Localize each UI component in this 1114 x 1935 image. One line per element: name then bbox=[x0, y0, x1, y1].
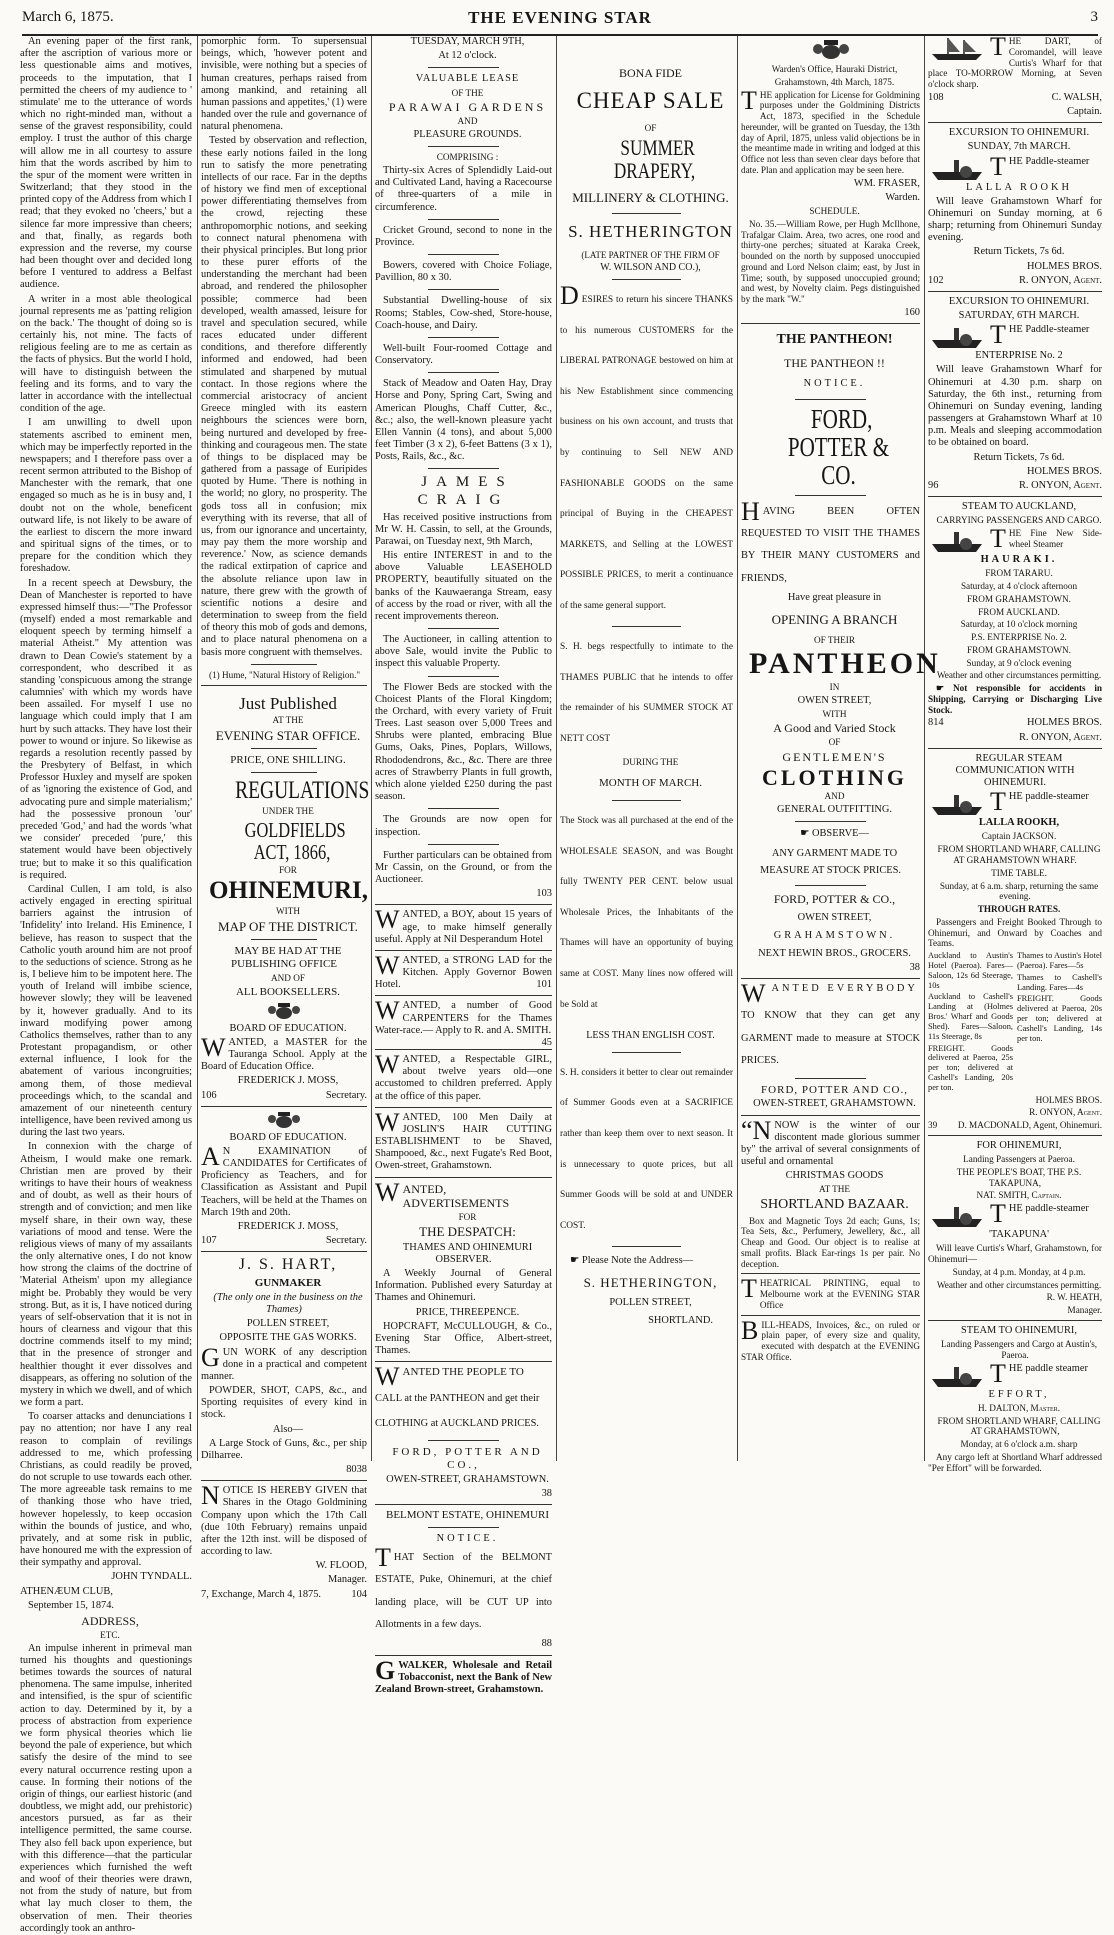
role: Secretary. bbox=[325, 1235, 367, 1247]
article-paragraph: A writer in a most able theological journal represents me as 'patting religion on the back.' The thought of doing so is certainly his, not mine. The facts of religious feeling are to me as certain as the facts of physics. But the world I hold, will have to distinguish between the feeling and its forms, and to vary the latter in accordance with the intellectual condition of the age. bbox=[20, 293, 192, 415]
role: Warden. bbox=[885, 191, 920, 203]
notice-date: 7, Exchange, March 4, 1875. bbox=[201, 1588, 322, 1600]
column-5-pantheon: Warden's Office, Hauraki District, Grahamstown, 4th March, 1875. THE application for License for Goldmining purposes under the Goldmining Districts Act, 1873, specified in the Schedule hereunder, will be granted on Tuesday, the 13th day of April, 1875, unless valid objections be in the meantime made in writing and lodged at this Office not less than seven clear days before that date. Plan and application may be seen here. WM. FRASER, Warden. SCHEDULE. No. 35.—William Rowe, per Hugh McIlhone, Trafalgar Claim. Area, two acres, one rood and thirty-one perches; situated at Karaka Creek, bounded on the north by supposed unoccupied ground and Lord Nelson claim; east, by Just in Time; south, by supposed unoccupied ground; and west, by Novelty claim. Pegs distinguished by the mark "W." 160 THE PANTHEON! THE PANTHEON !! NOTICE. FORD, POTTER & CO. HAVING BEEN OFTEN REQUESTED TO VISIT THE THAMES BY THEIR MANY CUSTOMERS and FRIENDS, Have great pleasure in OPENING A BRANCH OF THEIR PANTHEON IN OWEN STREET, WITH A Good and Varied Stock OF GENTLEMEN'S CLOTHING AND GENERAL OUTFITTING. ☛ OBSERVE— ANY GARMENT MADE TO MEASURE AT STOCK PRICES. FORD, POTTER & CO., OWEN STREET, GRAHAMSTOWN. NEXT HEWIN BROS., GROCERS. 38 WANTED EVERYBODY TO KNOW that they can get any GARMENT made to measure at STOCK PRICES. FORD, POTTER AND CO., OWEN-STREET, GRAHAMSTOWN. “NNOW is the winter of our discontent made glorious summer by" the arrival of several consignments of useful and ornamental CHRISTMAS GOODS AT THE SHORTLAND BAZAAR. Box and Magnetic Toys 2d each; Guns, 1s; Tea Sets, &c., Perfumery, Jewellery, &c., all Cheap and Good. Our object is to realise at small profits. Black Ear-rings 1s per pair. No deception. THEATRICAL PRINTING, equal to Melbourne work at the EVENING STAR Office BILL-HEADS, Invoices, &c., on ruled or plain paper, of every size and quality, executed with despatch at the EVENING STAR Office. bbox=[741, 36, 920, 1461]
ad-number: 8038 bbox=[346, 1464, 367, 1476]
article-paragraph: An impulse inherent in primeval man turned his thoughts and questionings betimes towards the sources of natural phenomena. The same impulse, inherited and intensified, is the spur of scientific action to day. Determined by it, by a process of abstraction from experience we form physical theories which lie beyond the pale of experience, but which satisfy the desire of the mind to see every natural occurrence resting upon a cause. In forming their notions of the origin of things, our earliest historic (and doubtless, we might add, our prehistoric) ancestors pursued, as far as their intelligence permitted, the same course. They also fell back upon experience, but with this difference—that the particular experiences which furnished the weft and woof of their theories were drawn, not from the study of nature, but from what lay much closer to them, the observation of men. Their theories accordingly took an anthro- bbox=[20, 1642, 192, 1934]
section-subheading: ETC. bbox=[100, 1630, 120, 1641]
rate-cell: Auckland to Cashell's Landing at (Holmes Bros.' Wharf and Goods Shed). Fares—Saloon, 11s Steerage, 8s bbox=[928, 992, 1013, 1041]
rate-cell: FREIGHT. Goods delivered at Paeroa, 25s per ton; delivered at Cashell's Landing, 20s per ton. bbox=[928, 1043, 1013, 1092]
label: OF THEIR bbox=[814, 635, 855, 646]
column-rule bbox=[371, 36, 372, 1461]
column-rule bbox=[197, 36, 198, 1461]
firm-street: OWEN-STREET, GRAHAMSTOWN. bbox=[753, 1098, 916, 1110]
agent: R. ONYON, Agent. bbox=[1029, 1107, 1102, 1118]
label: FOR bbox=[458, 1211, 477, 1222]
route: FROM AUCKLAND. bbox=[978, 606, 1060, 617]
opening-branch: OPENING A BRANCH bbox=[771, 612, 898, 628]
pantheon-big: PANTHEON bbox=[749, 647, 941, 681]
agent: R. ONYON, Agent. bbox=[1018, 731, 1102, 743]
article-paragraph: Cardinal Cullen, I am told, is also actively engaged in erecting spiritual barriers against the intrusion of 'Infidelity' into Ireland. His Eminence, I believe, has reason to suspect that the Catholic youth around him are not proof to the seductions of science. Strong as he is, I believe him to be impotent here. The youth of Ireland will imbibe science, however slowly; they will be leavened by it, however gradually. And to its inward modifying power among Catholics themselves, rather than to any Protestant propagandism, or other external influence, I look for the abatement of various incongruities; among them, of those medieval proceedings which, to the scandal and amazement of our nineteenth century intelligence, have been revived among us during the last two years. bbox=[20, 883, 192, 1139]
section-heading: ADDRESS, bbox=[81, 1614, 139, 1628]
masthead bbox=[22, 4, 1098, 36]
route: FROM GRAHAMSTOWN. bbox=[967, 593, 1071, 604]
board-notice: ANTED, a MASTER for the Tauranga School. Apply at the Board of Education Office. bbox=[201, 1036, 367, 1073]
theatrical-printing: HEATRICAL PRINTING, equal to Melbourne work at the EVENING STAR Office bbox=[759, 1278, 920, 1310]
rate-cell: Thames to Cashell's Landing. Fares—4s bbox=[1017, 972, 1102, 992]
auction-text: The Flower Beds are stocked with the Choicest Plants of the Floral Kingdom; the Orchard, with every variety of Fruit Trees. Last season over 5,000 Trees and Shrubs were planted, embracing Blue Gums, Oaks, Pines, Poplars, Willows, Rhododendrons, &c., &c. There are three acres of Strawberry Plants in full growth, which alone yielded £250 during the past season. bbox=[375, 681, 552, 803]
people-heading: ANTED THE PEOPLE TO bbox=[402, 1366, 524, 1379]
dart-text: HE DART, of Coromandel, will leave Curtis's Wharf for that place TO-MORROW Morning, at Seven o'clock sharp. bbox=[928, 36, 1102, 90]
steamer-name: LALLA ROOKH bbox=[965, 181, 1073, 193]
rates-table bbox=[928, 951, 1102, 1095]
column-rule bbox=[556, 36, 557, 1461]
bazaar-text: NOW is the winter of our discontent made glorious summer by" the arrival of several consignments of useful and ornamental bbox=[741, 1119, 920, 1168]
hart-location: OPPOSITE THE GAS WORKS. bbox=[219, 1332, 357, 1344]
hetherington-sub: (LATE PARTNER OF THE FIRM OF bbox=[581, 249, 720, 260]
paddle-steamer-icon bbox=[928, 528, 986, 554]
ad-number: 38 bbox=[909, 962, 920, 974]
article-paragraph: An evening paper of the first rank, after the ascription of various more or less questionable aims and motives, proceeds to the imputation, that I permitted the cheers of my audience to ' stimulate' me to the utterance of words which no right-minded man, without a sense of the gravest responsibility, could employ. I trust the author of this charge will allow me in all courtesy to assure him that the words ascribed by him to the spur of the moment were written in Switzerland; that they stood in the printed copy of the Address from which I read; that they evoked no 'cheers,' but a silence far more impressive than cheers; and that, finally, as regards both expression and the reverse, my course had been thought over and decided long before I ventured to address a Belfast audience. bbox=[20, 36, 192, 291]
regulations-heading: REGULATIONS bbox=[235, 777, 370, 805]
role: Secretary. bbox=[325, 1089, 367, 1101]
shortland-bazaar: SHORTLAND BAZAAR. bbox=[760, 1197, 909, 1213]
label: WITH bbox=[276, 906, 300, 917]
ad-number: 88 bbox=[541, 1638, 552, 1650]
paddle-steamer-icon bbox=[928, 1203, 986, 1229]
wanted-ad: ANTED, 100 Men Daily at JOSLIN'S HAIR CUTTING ESTABLISHMENT to be Shaved, Shampooed, &c., next Fugate's Red Boot, Owen-street, Grahamstown. bbox=[375, 1111, 552, 1172]
steamer-name: 'TAKAPUNA' bbox=[988, 1229, 1050, 1241]
steamer-text: Will leave Grahamstown Wharf for Ohinemuri at 4.30 p.m. sharp on Saturday, the 6th inst., returning from Ohinemuri on Sunday evening, landing passengers at Grahamstown Wharf at 10 p.m. Meals and sleeping accommodation to be obtained on board. bbox=[928, 364, 1102, 449]
role: Manager. bbox=[1067, 1305, 1102, 1316]
article-paragraph: I am unwilling to dwell upon statements ascribed to eminent men, which may be imperfectly reported in the newspapers; and I therefore pass over a recent sermon attributed to the Bishop of Manchester with the remark, that one engaged so much as he is in busy and, I doubt not on the whole, beneficent outward life, is not likely to be aware of the earliest to discern the more inward and spiritual signs of the times, or to prepare for the condition which they foreshadow. bbox=[20, 417, 192, 575]
lease-item: Cricket Ground, second to none in the Province. bbox=[375, 224, 552, 248]
paddle-steamer-icon bbox=[928, 156, 986, 182]
people-text: CALL at the PANTHEON and get their bbox=[375, 1393, 540, 1405]
shares-notice: OTICE IS HEREBY GIVEN that Shares in the Otago Goldmining Company upon which the 17th Call (due 10th February) remains unpaid after the 12th inst. will be disposed of according to law. bbox=[201, 1485, 367, 1558]
schedule-line: Monday, at 6 o'clock a.m. sharp bbox=[960, 1439, 1078, 1450]
warden-date: Grahamstown, 4th March, 1875. bbox=[774, 76, 895, 87]
wanted-ad: ANTED, a BOY, about 15 years of age, to make himself generally useful. Apply at Nil Desperandum Hotel bbox=[375, 909, 552, 945]
ford-potter-co-heading: FORD, POTTER & CO. bbox=[787, 403, 890, 491]
lease-item: Thirty-six Acres of Splendidly Laid-out and Cultivated Land, having a Racecourse of three-quarters of a mile in circumference. bbox=[375, 165, 552, 213]
advertisements-heading: ANTED, ADVERTISEMENTS bbox=[402, 1181, 510, 1210]
steamer-label: HE Fine New Side-wheel Steamer bbox=[1008, 528, 1102, 549]
address-name: S. HETHERINGTON, bbox=[583, 1275, 718, 1291]
peoples-boat: THE PEOPLE'S BOAT, THE P.S. TAKAPUNA, bbox=[956, 1166, 1082, 1188]
steam-subheading: CARRYING PASSENGERS AND CARGO. bbox=[936, 515, 1102, 526]
auction-text: Further particulars can be obtained from Mr Cassin, on the Ground, or from the Auctioneer. bbox=[375, 849, 552, 886]
column-4-hetherington: BONA FIDE CHEAP SALE OF SUMMER DRAPERY, MILLINERY & CLOTHING. S. HETHERINGTON (LATE PARTNER OF THE FIRM OF W. WILSON AND CO.), DESIRES to return his sincere THANKS to his numerous CUSTOMERS for the LIBERAL PATRONAGE bestowed on him at his New Establishment since commencing business on his own account, and trusts that by continuing to Sell NEW AND FASHIONABLE GOODS on the same principal of Buying in the CHEAPEST MARKETS, and Selling at the LOWEST POSSIBLE PRICES, to merit a continuance of the same general support. S. H. begs respectfully to intimate to the THAMES PUBLIC that he intends to offer the remainder of his SUMMER STOCK AT NETT COST DURING THE MONTH OF MARCH. The Stock was all purchased at the end of the WHOLESALE SEASON, and was Bought fully TWENTY PER CENT. below usual Wholesale Prices, the Inhabitants of the Thames will have an opportunity of buying same at COST. Many lines now offered will be Sold at LESS THAN ENGLISH COST. S. H. considers it better to clear out remainder of Summer Goods even at a SACRIFICE rather than keep them over to next season. It is unnecessary to quote prices, but all Summer Goods will be sold at and UNDER COST. ☛ Please Note the Address— S. HETHERINGTON, POLLEN STREET, SHORTLAND. bbox=[560, 66, 733, 1326]
agent: R. ONYON, Agent. bbox=[1018, 479, 1102, 491]
less-than-cost: LESS THAN ENGLISH COST. bbox=[586, 1030, 715, 1042]
gentlemens: GENTLEMEN'S bbox=[782, 750, 887, 765]
agent: D. MACDONALD, Agent, Ohinemuri. bbox=[957, 1120, 1102, 1131]
wanted-ad: ANTED, a STRONG LAD for the Kitchen. Apply Governor Bowen Hotel. bbox=[375, 954, 552, 991]
ad-number: 104 bbox=[351, 1588, 367, 1600]
captain: NAT. SMITH, Captain. bbox=[976, 1190, 1062, 1201]
lease-item: Stack of Meadow and Oaten Hay, Dray Horse and Pony, Spring Cart, Swing and American Ploughs, Chaff Cutter, &c., &c.; also, the well-known pleasure yacht Ellen Vannin (4 tons), and about 5,000 feet Timber (3 x 2), 6-feet Battens (3 x 1), Posts, Rails, &c., &c. bbox=[375, 378, 552, 463]
walker-ad: WALKER, Wholesale and Retail Tobacconist, next the Bank of New Zealand Brown-street, Grahamstown. bbox=[375, 1659, 552, 1695]
label: AND bbox=[457, 116, 478, 127]
article-paragraph: To coarser attacks and denunciations I pay no attention; nor have I any real reason to complain of revilings addressed to me, which professing Christians, as could readily be proved, do not scruple to use towards each other. The more agreeable task remains to me of thanking those who have tried, however hopelessly, to keep occasion within the bounds of justice, and who, privately, and at some risk in public, have honoured me with the expression of their sympathy and approval. bbox=[20, 1411, 192, 1569]
despatch-text: A Weekly Journal of General Information. Published every Saturday at Thames and Ohinemuri. bbox=[375, 1268, 552, 1304]
hetherington-text: S. H. considers it better to clear out remainder of Summer Goods even at a SACRIFICE rather than keep them over to next season. It is unnecessary to quote prices, but all Summer Goods will be sold at and UNDER COST. bbox=[560, 1067, 733, 1231]
ad-number: 160 bbox=[904, 306, 920, 318]
belmont-text: HAT Section of the BELMONT ESTATE, Puke, Ohinemuri, at the chief landing place, will be CUT UP into Allotments in a few days. bbox=[375, 1552, 552, 1631]
label: AT THE bbox=[818, 1184, 851, 1195]
lease-item: Bowers, covered with Choice Foliage, Pavillion, 80 x 30. bbox=[375, 260, 552, 284]
steamer-label: HE paddle steamer bbox=[1008, 1362, 1088, 1374]
clothing-heading: CLOTHING bbox=[761, 765, 908, 791]
ad-number: 102 bbox=[928, 274, 944, 286]
price: PRICE, ONE SHILLING. bbox=[230, 754, 346, 767]
label: WITH bbox=[822, 708, 847, 719]
excursion-heading: EXCURSION TO OHINEMURI. bbox=[948, 127, 1090, 139]
lease-grounds: PLEASURE GROUNDS. bbox=[413, 129, 522, 141]
people-text: CLOTHING at AUCKLAND PRICES. bbox=[375, 1417, 539, 1429]
landing-note: Landing Passengers at Paeroa. bbox=[963, 1154, 1075, 1165]
timetable-heading: TIME TABLE. bbox=[991, 867, 1047, 878]
hart-text: A Large Stock of Guns, &c., per ship Dilharree. bbox=[201, 1437, 367, 1461]
excursion-day: SATURDAY, 6TH MARCH. bbox=[958, 310, 1080, 322]
signatory: W. FLOOD, bbox=[315, 1560, 367, 1572]
despatch-subtitle: THAMES AND OHINEMURI OBSERVER. bbox=[402, 1241, 533, 1265]
responsibility-note: Not responsible for accidents in Shipping, Carrying or Discharging Live Stock. bbox=[928, 683, 1102, 715]
firm-name: FORD, POTTER AND CO., bbox=[392, 1445, 543, 1471]
goldfields-act: GOLDFIELDS ACT, 1866, bbox=[244, 818, 346, 865]
page-number: 3 bbox=[1090, 9, 1098, 25]
steam-heading: STEAM TO OHINEMURI, bbox=[961, 1325, 1077, 1336]
article-paragraph: In connexion with the charge of Atheism, I would make one remark. Christian men are proved by their writings to have their hours of weakness and of doubt, as well as their hours of strength and of conviction; and men like myself share, in their own way, these variations of mood and tense. Were the religious views of many of my assailants the only alternative ones, I do not know how strong the claims of the doctrine of 'Material Atheism' upon my allegiance might be. Probably they would be very strong. But, as it is, I have noticed during years of self-observation that it is not in hours of clearness and vigour that this doctrine commends itself to my mind; that in the presence of stronger and healthier thought it ever dissolves and disappears, as offering no solution of the mystery in which we dwell, and of which we form a part. bbox=[20, 1141, 192, 1409]
summer-drapery: SUMMER DRAPERY, bbox=[613, 134, 696, 183]
paddle-steamer-icon bbox=[928, 1363, 986, 1389]
rates-heading: THROUGH RATES. bbox=[977, 904, 1061, 915]
route: FROM SHORTLAND WHARF, CALLING AT GRAHAMSTOWN, bbox=[937, 1415, 1101, 1437]
column-2: pomorphic form. To supersensual beings, which, 'however potent and invisible, were nothing but a species of human creatures, perhaps raised from among mankind, and retaining all human passions and appetites,' (1) were handed over the rule and governance of natural phenomena. Tested by observation and reflection, these early notions failed in the long run to satisfy the more penetrating intellects of our race. Far in the depths of history we find men of exceptional power differentiating themselves from the crowd, rejecting these anthropomorphic notions, and seeking to connect natural phenomena with their physical principles. But long prior to these purer efforts of the understanding the merchant had been abroad, and rendered the philosopher possible; commerce had been developed, wealth amassed, leisure for travel and speculation secured, while races educated under different conditions, and therefore differently informed and endowed, had been stimulated and sharpened by mutual contact. In those regions where the commercial aristocracy of ancient Greece mingled with its eastern neighbours the sciences were born, being nurtured and developed by free-thinking and courageous men. The state of things to be displaced may be gathered from a passage of Euripides quoted by Hume. 'There is nothing in the world; no glory, no prosperity. The gods toss all in confusion; mix everything with its reverse, that all of us, from our ignorance and uncertainty, may pay them the more worship and reverence.' Now, as science demands the radical extirpation of caprice and the absolute reliance upon law in nature, there grew with the growth of scientific notions a desire and determination to sweep from the field of theory this mob of gods and demons, and to place natural phenomena on a basis more congruent with themselves. (1) Hume, "Natural History of Religion." Just Published AT THE EVENING STAR OFFICE. PRICE, ONE SHILLING. REGULATIONS UNDER THE GOLDFIELDS ACT, 1866, FOR OHINEMURI, WITH MAP OF THE DISTRICT. MAY BE HAD AT THE PUBLISHING OFFICE AND OF ALL BOOKSELLERS. BOARD OF EDUCATION. WANTED, a MASTER for the Tauranga School. Apply at the Board of Education Office. FREDERICK J. MOSS, 106 Secretary. BOARD OF EDUCATION. A N EXAMINATION of CANDIDATES for Certificates of Proficiency as Teachers, and for Classification as Assistant and Pupil Teachers, will be held at the Thames on March 19th and 20th. FREDERICK J. MOSS, 107 Secretary. J. S. HART, GUNMAKER (The only one in the business on the Thames) POLLEN STREET, OPPOSITE THE GAS WORKS. GUN WORK of any description done in a practical and competent manner. POWDER, SHOT, CAPS, &c., and Sporting requisites of every kind in stock. Also— A Large Stock of Guns, &c., per ship Dilharree. 8038 NOTICE IS HEREBY GIVEN that Shares in the Otago Goldmining Company upon which the 17th Call (due 10th February) remains unpaid after the 12th inst. will be disposed of according to law. W. FLOOD, Manager. 7, Exchange, March 4, 1875. 104 bbox=[201, 36, 370, 1600]
pantheon-subheading: THE PANTHEON !! bbox=[784, 356, 885, 371]
next-to: NEXT HEWIN BROS., GROCERS. bbox=[758, 948, 911, 960]
regular-heading: REGULAR STEAM COMMUNICATION WITH OHINEMURI. bbox=[955, 752, 1075, 789]
ad-number: 39 bbox=[928, 1120, 938, 1131]
agents: HOLMES BROS. bbox=[1026, 260, 1102, 272]
club-name: ATHENÆUM CLUB, bbox=[20, 1585, 113, 1597]
label: Also— bbox=[272, 1423, 304, 1435]
ad-number: 38 bbox=[541, 1487, 552, 1499]
auction-text: The Auctioneer, in calling attention to above Sale, would invite the Public to inspect this valuable Property. bbox=[375, 634, 552, 670]
rate-cell: Thames to Austin's Hotel (Paeroa). Fares—5s bbox=[1017, 951, 1102, 970]
column-1-tyndall-article bbox=[20, 36, 192, 1934]
wanted-everybody: ANTED EVERYBODY bbox=[771, 983, 918, 995]
hart-trade: GUNMAKER bbox=[254, 1276, 322, 1289]
board-heading: BOARD OF EDUCATION. bbox=[229, 1022, 347, 1034]
availability: MAY BE HAD AT THE PUBLISHING OFFICE bbox=[230, 945, 342, 971]
label: AND bbox=[824, 791, 845, 802]
hetherington-text: The Stock was all purchased at the end of the WHOLESALE SEASON, and was Bought fully TWENTY PER CENT. below usual Wholesale Prices, the Inhabitants of the Thames will have an opportunity of buying same at COST. Many lines now offered will be Sold at bbox=[560, 816, 733, 1010]
signatory: R. W. HEATH, bbox=[1046, 1292, 1102, 1303]
steamer-text: Any cargo left at Shortland Wharf addressed "Per Effort" will be forwarded. bbox=[928, 1451, 1102, 1473]
royal-crest-icon bbox=[264, 1002, 304, 1020]
observe-label: OBSERVE— bbox=[812, 828, 869, 840]
ad-number: 107 bbox=[201, 1235, 217, 1247]
for-ohinemuri: FOR OHINEMURI, bbox=[976, 1140, 1062, 1151]
royal-crest-icon bbox=[809, 39, 853, 61]
hetherington-text: S. H. begs respectfully to intimate to the THAMES PUBLIC that he intends to offer the remainder of his SUMMER STOCK AT NETT COST bbox=[560, 642, 733, 745]
address-town: SHORTLAND. bbox=[648, 1314, 713, 1326]
sailing-ship-icon bbox=[928, 36, 986, 62]
label: UNDER THE bbox=[262, 806, 314, 817]
article-signature: JOHN TYNDALL. bbox=[111, 1571, 192, 1583]
column-rule bbox=[924, 36, 925, 1461]
wanted-ad: ANTED, a Respectable GIRL, about twelve years old—one accustomed to children preferred. Apply at the office of this paper. bbox=[375, 1054, 552, 1102]
lease-item: Substantial Dwelling-house of six Rooms; Stables, Cow-shed, Store-house, Coach-house, and Dairy. bbox=[375, 295, 552, 331]
bazaar-text: Box and Magnetic Toys 2d each; Guns, 1s; Tea Sets, &c., Perfumery, Jewellery, &c., all Cheap and Good. Our object is to realise at small profits. Black Ear-rings 1s per pair. No deception. bbox=[741, 1215, 920, 1269]
steam-subheading: Landing Passengers and Cargo at Austin's, Paeroa. bbox=[940, 1339, 1098, 1360]
ad-number: 106 bbox=[201, 1089, 217, 1101]
auction-text: His entire INTEREST in and to the above Valuable LEASEHOLD PROPERTY, beautifully situated on the banks of the Kauwaeranga Stream, easy of access by the road or river, with all the recent improvements thereon. bbox=[375, 550, 552, 622]
firm-name: FORD, POTTER & CO., bbox=[773, 891, 896, 906]
steamer-name: LALLA ROOKH, bbox=[978, 817, 1060, 829]
pointing-hand-icon: ☛ bbox=[800, 828, 812, 840]
hetherington-sub: W. WILSON AND CO.), bbox=[600, 262, 701, 274]
weather-note: Weather and other circumstances permitting. bbox=[936, 670, 1102, 681]
label: AT THE bbox=[272, 715, 304, 726]
signatory: FREDERICK J. MOSS, bbox=[237, 1075, 339, 1087]
hetherington-text: ESIRES to return his sincere THANKS to his numerous CUSTOMERS for the LIBERAL PATRONAGE bestowed on him at his New Establishment since commencing business on his own account, and trusts that by continuing to Sell NEW AND FASHIONABLE GOODS on the same principal of Buying in the CHEAPEST MARKETS, and Selling at the LOWEST POSSIBLE PRICES, to merit a continuance of the same general support. bbox=[560, 295, 733, 611]
hart-street: POLLEN STREET, bbox=[246, 1318, 330, 1330]
auctioneer-name: JAMES CRAIG bbox=[417, 474, 514, 508]
royal-crest-icon bbox=[264, 1111, 304, 1129]
role: Captain. bbox=[1067, 106, 1102, 117]
excursion-day: SUNDAY, 7th MARCH. bbox=[967, 141, 1071, 153]
signatory: C. WALSH, bbox=[1051, 91, 1102, 103]
rate-cell: Auckland to Austin's Hotel (Paeroa). Fares—Saloon, 12s 6d Steerage, 10s bbox=[928, 951, 1013, 990]
route: FROM SHORTLAND WHARF, CALLING AT GRAHAMSTOWN WHARF. bbox=[937, 844, 1101, 865]
cheap-sale-heading: CHEAP SALE bbox=[576, 88, 725, 114]
millinery-clothing: MILLINERY & CLOTHING. bbox=[572, 189, 729, 205]
ad-number: 101 bbox=[536, 979, 552, 991]
label: OF bbox=[828, 737, 841, 748]
steamer-name: EFFORT, bbox=[988, 1388, 1050, 1400]
issue-date: March 6, 1875. bbox=[22, 9, 114, 25]
column-rule bbox=[737, 36, 738, 1461]
label: OF THE bbox=[451, 87, 484, 98]
steamer-name: ENTERPRISE No. 2 bbox=[975, 350, 1063, 362]
office-name: EVENING STAR OFFICE. bbox=[215, 728, 361, 744]
steam-heading: STEAM TO AUCKLAND, bbox=[961, 501, 1077, 513]
warden-office: Warden's Office, Hauraki District, bbox=[771, 64, 898, 74]
column-6-shipping: THE DART, of Coromandel, will leave Curtis's Wharf for that place TO-MORROW Morning, at Seven o'clock sharp. 108 C. WALSH, Captain. EXCURSION TO OHINEMURI. SUNDAY, 7th MARCH. THE Paddle-steamer LALLA ROOKH Will leave Grahamstown Wharf for Ohinemuri on Sunday morning, at 6 sharp; returning from Ohinemuri Sunday evening. Return Tickets, 7s 6d. HOLMES BROS. 102 R. ONYON, Agent. EXCURSION TO OHINEMURI. SATURDAY, 6TH MARCH. THE Paddle-steamer ENTERPRISE No. 2 Will leave Grahamstown Wharf for Ohinemuri at 4.30 p.m. sharp on Saturday, the 6th inst., returning from Ohinemuri on Sunday evening, landing passengers at Grahamstown Wharf at 10 p.m. Meals and sleeping accommodation to be obtained on board. Return Tickets, 7s 6d. HOLMES BROS. 96 R. ONYON, Agent. STEAM TO AUCKLAND, CARRYING PASSENGERS AND CARGO. THE Fine New Side-wheel Steamer HAURAKI. FROM TARARU. Saturday, at 4 o'clock afternoon FROM GRAHAMSTOWN. FROM AUCKLAND. Saturday, at 10 o'clock morning P.S. ENTERPRISE No. 2. FROM GRAHAMSTOWN. Sunday, at 9 o'clock evening Weather and other circumstances permitting. ☛ Not responsible for accidents in Shipping, Carrying or Discharging Live Stock. 814 HOLMES BROS. R. ONYON, Agent. REGULAR STEAM COMMUNICATION WITH OHINEMURI. THE paddle-steamer LALLA ROOKH, Captain JACKSON. FROM SHORTLAND WHARF, CALLING AT GRAHAMSTOWN WHARF. TIME TABLE. Sunday, at 6 a.m. sharp, returning the same evening. THROUGH RATES. Passengers and Freight Booked Through to Ohinemuri, and Onward by Coaches and Teams. Auckland to Austin's Hotel (Paeroa). Fares—Saloon, 12s 6d Steerage, 10s Auckland to Cashell's Landing at (Holmes Bros.' Wharf and Goods Shed). Fares—Saloon, 11s Steerage, 8s FREIGHT. Goods delivered at Paeroa, 25s per ton; delivered at Cashell's Landing, 20s per ton. Thames to Austin's Hotel (Paeroa). Fares—5s Thames to Cashell's Landing. Fares—4s FREIGHT. Goods delivered at Paeroa, 20s per ton; delivered at Cashell's Landing, 14s per ton. HOLMES BROS. R. ONYON, Agent. 39 D. MACDONALD, Agent, Ohinemuri. FOR OHINEMURI, Landing Passengers at Paeroa. THE PEOPLE'S BOAT, THE P.S. TAKAPUNA, NAT. SMITH, Captain. THE paddle-steamer 'TAKAPUNA' Will leave Curtis's Wharf, Grahamstown, for Ohinemuri— Sunday, at 4 p.m. Monday, at 4 p.m. Weather and other circumstances permitting. R. W. HEATH, Manager. STEAM TO OHINEMURI, Landing Passengers and Cargo at Austin's, Paeroa. THE paddle steamer EFFORT, H. DALTON, Master. FROM SHORTLAND WHARF, CALLING AT GRAHAMSTOWN, Monday, at 6 o'clock a.m. sharp Any cargo left at Shortland Wharf addressed "Per Effort" will be forwarded. bbox=[928, 32, 1102, 1473]
despatch-title: THE DESPATCH: bbox=[419, 1224, 516, 1240]
schedule-line: Sunday, at 4 p.m. Monday, at 4 p.m. bbox=[952, 1266, 1086, 1277]
schedule-line: Saturday, at 10 o'clock morning bbox=[960, 619, 1078, 630]
grahamstown: GRAHAMSTOWN. bbox=[773, 929, 896, 941]
steamer-label: HE paddle-steamer bbox=[1008, 791, 1089, 803]
signatory: WM. FRASER, bbox=[853, 177, 920, 189]
hart-name: J. S. HART, bbox=[238, 1256, 338, 1274]
paddle-steamer-icon bbox=[928, 324, 986, 350]
schedule-text: No. 35.—William Rowe, per Hugh McIlhone, Trafalgar Claim. Area, two acres, one rood and thirty-one perches; situated at Karaka Creek, bounded on the north by supposed unoccupied ground and Lord Nelson claim; east, by Just in Time; south, by supposed unoccupied ground; and west, by Novelty claim. Pegs distinguished by the mark "W." bbox=[741, 218, 920, 305]
stock-line: A Good and Varied Stock bbox=[773, 721, 896, 736]
steamer-label: HE Paddle-steamer bbox=[1008, 155, 1090, 167]
board-notice: N EXAMINATION of CANDIDATES for Certificates of Proficiency as Teachers, and for Classification as Assistant and Pupil Teachers, will be held at the Thames on March 19th and 20th. bbox=[201, 1145, 367, 1218]
ad-number: 108 bbox=[928, 91, 944, 103]
lease-heading: VALUABLE LEASE bbox=[415, 73, 520, 85]
garment-notice: ANY GARMENT MADE TO MEASURE AT STOCK PRICES. bbox=[759, 848, 902, 877]
excursion-heading: EXCURSION TO OHINEMURI. bbox=[948, 295, 1090, 307]
steamer-name: HAURAKI. bbox=[980, 554, 1058, 566]
auction-text: Has received positive instructions from Mr W. H. Cassin, to sell, at the Grounds, Parawai, on Tuesday next, 9th March, bbox=[375, 511, 552, 547]
schedule-line: Saturday, at 4 o'clock afternoon bbox=[960, 581, 1078, 591]
label: AND OF bbox=[271, 973, 305, 984]
christmas-goods: CHRISTMAS GOODS bbox=[785, 1170, 884, 1182]
label: FOR bbox=[279, 865, 297, 876]
route: FROM TARARU. bbox=[985, 568, 1053, 579]
ad-number: 96 bbox=[928, 479, 939, 491]
tickets: Return Tickets, 7s 6d. bbox=[973, 246, 1065, 258]
lease-item: Well-built Four-roomed Cottage and Conservatory. bbox=[375, 342, 552, 367]
article-paragraph: pomorphic form. To supersensual beings, which, 'however potent and invisible, were nothing but a species of human creatures, perhaps raised from among mankind, and retaining all human passions and appetites,' (1) were handed over the rule and governance of natural phenomena. bbox=[201, 36, 367, 133]
captain: Captain JACKSON. bbox=[981, 831, 1057, 842]
board-heading: BOARD OF EDUCATION. bbox=[229, 1131, 347, 1143]
month-of-march: MONTH OF MARCH. bbox=[599, 777, 702, 790]
steamer-text: Will leave Grahamstown Wharf for Ohinemuri on Sunday morning, at 6 sharp; returning from Ohinemuri Sunday evening. bbox=[928, 195, 1102, 244]
wanted-text: TO KNOW that they can get any GARMENT made to measure at STOCK PRICES. bbox=[741, 1010, 920, 1067]
weather-note: Weather and other circumstances permitting. bbox=[936, 1279, 1102, 1290]
ad-number: 45 bbox=[541, 1036, 552, 1048]
despatch-price: PRICE, THREEPENCE. bbox=[415, 1306, 520, 1318]
ad-number: 814 bbox=[928, 717, 944, 729]
sale-time: At 12 o'clock. bbox=[438, 50, 497, 62]
owen-street: OWEN STREET, bbox=[797, 911, 872, 923]
label: IN bbox=[829, 681, 840, 692]
rates-text: Passengers and Freight Booked Through to Ohinemuri, and Onward by Coaches and Teams. bbox=[928, 916, 1102, 949]
steamer-label: HE Paddle-steamer bbox=[1008, 324, 1090, 336]
schedule-line: Sunday, at 9 o'clock evening bbox=[966, 657, 1072, 668]
steamer-text: Will leave Curtis's Wharf, Grahamstown, for Ohinemuri— bbox=[928, 1243, 1102, 1265]
bona-fide: BONA FIDE bbox=[618, 66, 682, 80]
pantheon-text: Have great pleasure in bbox=[787, 592, 882, 604]
paddle-steamer-icon bbox=[928, 791, 986, 817]
address-street: POLLEN STREET, bbox=[609, 1296, 692, 1308]
rate-cell: FREIGHT. Goods delivered at Paeroa, 20s per ton; delivered at Cashell's Landing, 14s per ton. bbox=[1017, 994, 1102, 1043]
auction-text: The Grounds are now open for inspection. bbox=[375, 814, 552, 838]
firm-name: FORD, POTTER AND CO., bbox=[761, 1083, 908, 1096]
lease-name: PARAWAI GARDENS bbox=[388, 100, 547, 115]
booksellers: ALL BOOKSELLERS. bbox=[235, 985, 341, 998]
agent: R. ONYON, Agent. bbox=[1018, 274, 1102, 286]
firm-street: OWEN-STREET, GRAHAMSTOWN. bbox=[386, 1473, 549, 1485]
timetable-line: Sunday, at 6 a.m. sharp, returning the same evening. bbox=[939, 880, 1099, 902]
pointing-hand-icon: ☛ bbox=[570, 1255, 582, 1267]
hart-text: POWDER, SHOT, CAPS, &c., and Sporting requisites of every kind in stock. bbox=[201, 1385, 367, 1421]
agents: HOLMES BROS. bbox=[1035, 1094, 1102, 1105]
despatch-publisher: HOPCRAFT, McCULLOUGH, & Co., Evening Star Office, Albert-street, Thames. bbox=[375, 1320, 552, 1357]
bill-heads: ILL-HEADS, Invoices, &c., on ruled or plain paper, of every size and quality, executed with despatch at the EVENING STAR Office. bbox=[741, 1319, 920, 1363]
label: OF bbox=[644, 122, 657, 133]
general-outfitting: GENERAL OUTFITTING. bbox=[776, 804, 893, 816]
pantheon-heading: THE PANTHEON! bbox=[776, 332, 893, 348]
wanted-ad: ANTED, a number of Good CARPENTERS for the Thames Water-race.— Apply to R. and A. SMITH. bbox=[375, 1000, 552, 1036]
map-of-district: MAP OF THE DISTRICT. bbox=[218, 919, 358, 935]
footnote: (1) Hume, "Natural History of Religion." bbox=[209, 669, 361, 680]
label: DURING THE bbox=[622, 756, 679, 767]
newspaper-title: THE EVENING STAR bbox=[468, 8, 652, 27]
hart-text: UN WORK of any description done in a practical and competent manner. bbox=[201, 1346, 367, 1382]
schedule-heading: SCHEDULE. bbox=[809, 206, 860, 216]
hart-tagline: (The only one in the business on the Thames) bbox=[213, 1291, 363, 1315]
notice-label: NOTICE. bbox=[436, 1532, 499, 1544]
signatory: FREDERICK J. MOSS, bbox=[237, 1220, 339, 1232]
pantheon-text: AVING BEEN OFTEN REQUESTED TO VISIT THE THAMES BY THEIR MANY CUSTOMERS and FRIENDS, bbox=[741, 505, 920, 584]
article-paragraph: Tested by observation and reflection, these early notions failed in the long run to satisfy the more penetrating intellects of our race. Far in the depths of history we find men of exceptional power differentiating themselves from the crowd, rejecting these anthropomorphic notions, and seeking to connect natural phenomena with their physical principles. But long prior to these purer efforts of the understanding the merchant had been abroad, and rendered the philosopher possible; commerce had been developed, wealth amassed, leisure for travel and speculation secured, while races educated under different conditions, and therefore differently informed and endowed, had been stimulated and sharpened by mutual contact. In those regions where the commercial aristocracy of ancient Greece mingled with its eastern neighbours the sciences were born, being nurtured and developed by free-thinking and courageous men. The state of things to be displaced may be gathered from a passage of Euripides quoted by Hume. 'There is nothing in the world; no glory, no prosperity. The gods toss all in confusion; mix everything with its reverse, that all of us, from our ignorance and uncertainty, may pay them the more worship and reverence.' Now, as science demands the radical extirpation of caprice and the absolute reliance upon law in nature, there grew with the growth of scientific notions a desire and determination to sweep from the field of theory this mob of gods and demons, and to place natural phenomena on a basis more congruent with themselves. bbox=[201, 135, 367, 658]
label: COMPRISING : bbox=[436, 152, 499, 163]
agents: HOLMES BROS. bbox=[1026, 465, 1102, 477]
club-date: September 15, 1874. bbox=[28, 1599, 114, 1611]
ohinemuri-heading: OHINEMURI, bbox=[209, 877, 369, 905]
warden-text: HE application for License for Goldmining purposes under the Goldmining Districts Act, 1873, specified in the Schedule hereunder, will be granted on Tuesday, the 13th day of April, 1875, unless valid objections be in the meantime made in writing and lodged at this Office not less than seven clear days before that date. Plan and application may be seen here. bbox=[741, 89, 920, 175]
just-published: Just Published bbox=[239, 693, 337, 713]
belmont-heading: BELMONT ESTATE, OHINEMURI bbox=[386, 1508, 549, 1521]
pointing-hand-icon: ☛ bbox=[936, 683, 953, 694]
steamer-label: HE paddle-steamer bbox=[1008, 1203, 1089, 1215]
column-3: TUESDAY, MARCH 9TH, At 12 o'clock. VALUABLE LEASE OF THE PARAWAI GARDENS AND PLEASURE GROUNDS. COMPRISING : Thirty-six Acres of Splendidly Laid-out and Cultivated Land, having a Racecourse of three-quarters of a mile in circumference. Cricket Ground, second to none in the Province. Bowers, covered with Choice Foliage, Pavillion, 80 x 30. Substantial Dwelling-house of six Rooms; Stables, Cow-shed, Store-house, Coach-house, and Dairy. Well-built Four-roomed Cottage and Conservatory. Stack of Meadow and Oaten Hay, Dray Horse and Pony, Spring Cart, Swing and American Ploughs, Chaff Cutter, &c., &c.; also, the well-known pleasure yacht Ellen Vannin (4 tons), and about 5,000 feet Timber (3 x 2), 6-feet Battens (3 x 1), Posts, Rails, &c., &c. JAMES CRAIG Has received positive instructions from Mr W. H. Cassin, to sell, at the Grounds, Parawai, on Tuesday next, 9th March, His entire INTEREST in and to the above Valuable LEASEHOLD PROPERTY, beautifully situated on the banks of the Kauwaeranga Stream, easy of access by the road or river, with all the recent improvements thereon. The Auctioneer, in calling attention to above Sale, would invite the Public to inspect this valuable Property. The Flower Beds are stocked with the Choicest Plants of the Floral Kingdom; the Orchard, with every variety of Fruit Trees. Last season over 5,000 Trees and Shrubs were planted, embracing Blue Gums, Oaks, Pines, Poplars, Willows, Rhododendrons, &c., &c. There are three acres of Strawberry Plants in full growth, which alone yielded £250 during the past season. The Grounds are now open for inspection. Further particulars can be obtained from Mr Cassin, on the Ground, or from the Auctioneer. 103 WANTED, a BOY, about 15 years of age, to make himself generally useful. Apply at Nil Desperandum Hotel WANTED, a STRONG LAD for the Kitchen. Apply Governor Bowen Hotel. 101 WANTED, a number of Good CARPENTERS for the Thames Water-race.— Apply to R. and A. SMITH. 45 WANTED, a Respectable GIRL, about twelve years old—one accustomed to children preferred. Apply at the office of this paper. WANTED, 100 Men Daily at JOSLIN'S HAIR CUTTING ESTABLISHMENT to be Shaved, Shampooed, &c., next Fugate's Red Boot, Owen-street, Grahamstown. WANTED, ADVERTISEMENTS FOR THE DESPATCH: THAMES AND OHINEMURI OBSERVER. A Weekly Journal of General Information. Published every Saturday at Thames and Ohinemuri. PRICE, THREEPENCE. HOPCRAFT, McCULLOUGH, & Co., Evening Star Office, Albert-street, Thames. WANTED THE PEOPLE TO CALL at the PANTHEON and get their CLOTHING at AUCKLAND PRICES. FORD, POTTER AND CO., OWEN-STREET, GRAHAMSTOWN. 38 BELMONT ESTATE, OHINEMURI NOTICE. THAT Section of the BELMONT ESTATE, Puke, Ohinemuri, at the chief landing place, will be CUT UP into Allotments in a few days. 88 GWALKER, Wholesale and Retail Tobacconist, next the Bank of New Zealand Brown-street, Grahamstown. bbox=[375, 36, 552, 1695]
agents: HOLMES BROS. bbox=[1026, 717, 1102, 729]
article-paragraph: In a recent speech at Dewsbury, the Dean of Manchester is reported to have expressed himself thus:—"The Professor (myself) ended a most remarkable and eloquent speech by terming himself a material Atheist." My attention was drawn to Dean Cowie's statement by a correspondent, who described it as standing 'conspicuous among the strange calumnies' with which my words have been assailed. For myself I use no language which could imply that I am hurt by such attacks. They have lost their power to wound or injure. So likewise as regards a resolution recently passed by the Presbytery of Belfast, in which Professor Huxley and myself are spoken of as 'ignoring the existence of God, and advocating pure and simple materialism;' had the possessive pronoun 'our' preceded 'God,' and had the words 'what we consider' preceded 'pure,' this statement would have been objectively true; but to make it so this qualification is required. bbox=[20, 577, 192, 881]
sale-date: TUESDAY, MARCH 9TH, bbox=[410, 36, 525, 47]
tickets: Return Tickets, 7s 6d. bbox=[973, 451, 1065, 463]
owen-street: OWEN STREET, bbox=[797, 694, 872, 706]
ad-number: 103 bbox=[536, 888, 552, 900]
role: Manager. bbox=[328, 1574, 367, 1586]
notice-label: NOTICE. bbox=[803, 378, 866, 390]
hetherington-name: S. HETHERINGTON bbox=[568, 222, 733, 242]
steamer-name: P.S. ENTERPRISE No. 2. bbox=[971, 632, 1067, 643]
master: H. DALTON, Master. bbox=[977, 1402, 1061, 1413]
route: FROM GRAHAMSTOWN. bbox=[967, 644, 1071, 655]
note-address: Please Note the Address— bbox=[581, 1255, 694, 1267]
